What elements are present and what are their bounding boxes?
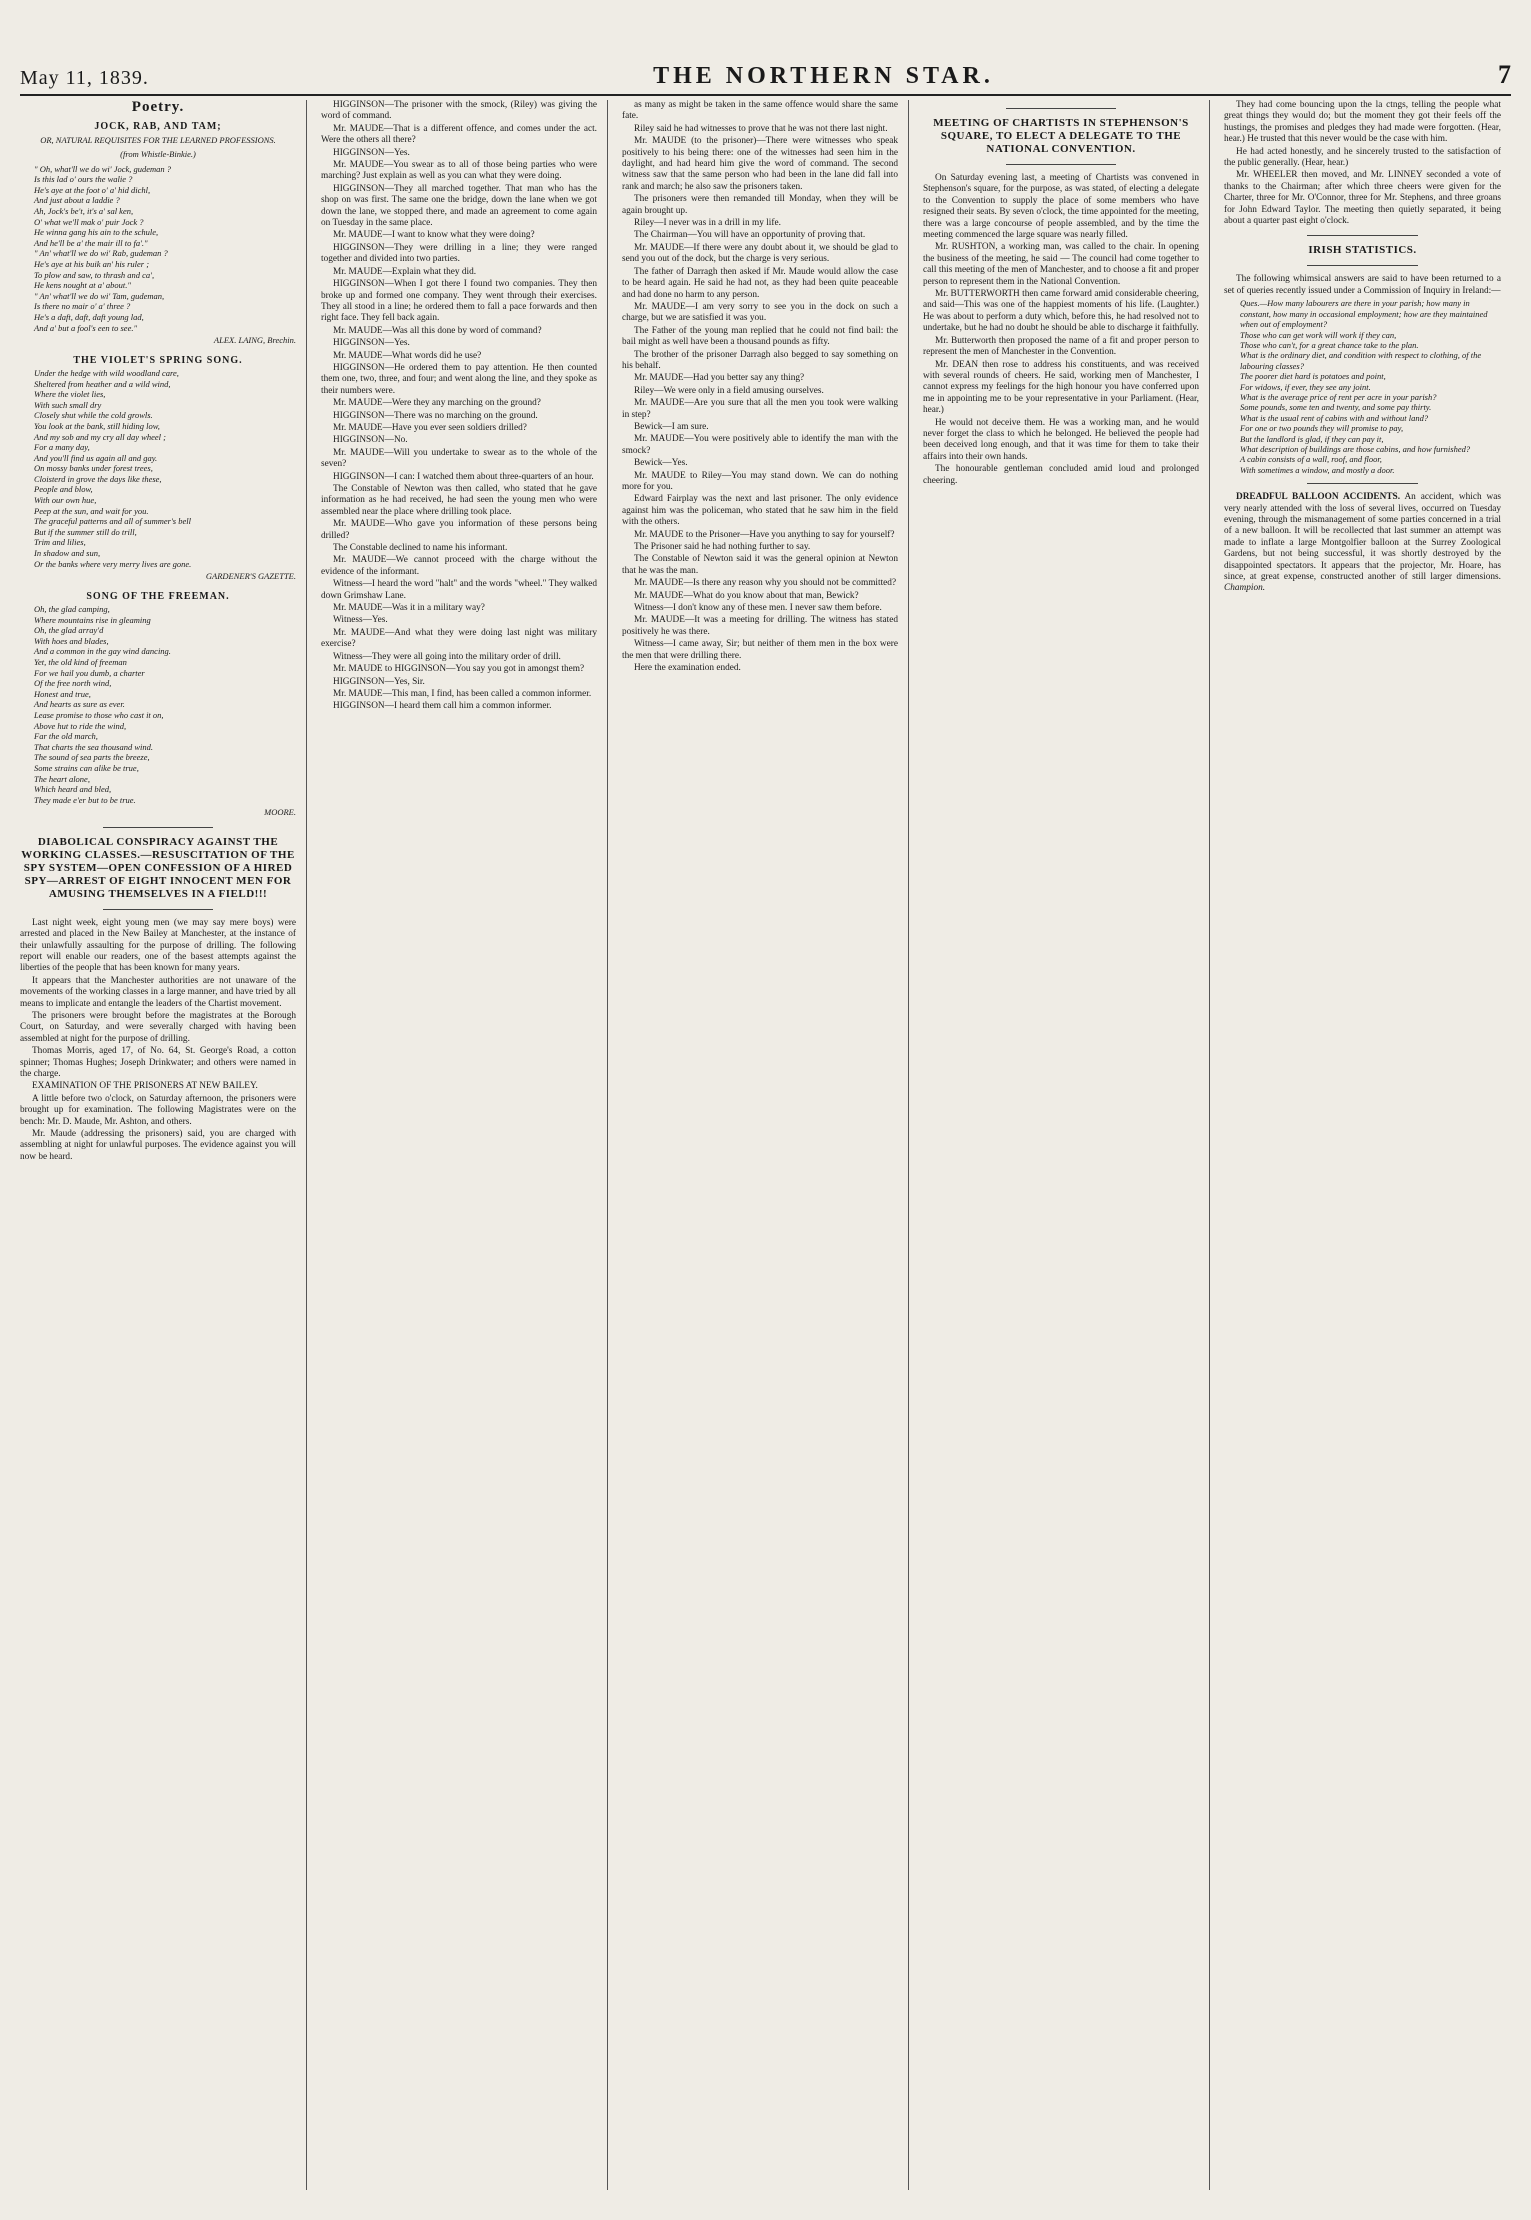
divider <box>103 827 213 828</box>
poem-line: Trim and lilies, <box>34 537 86 548</box>
article-paragraph: Mr. MAUDE—Are you sure that all the men you took were walking in step? <box>622 398 898 420</box>
poem-line: O' what we'll mak o' puir Jock ? <box>34 216 144 227</box>
article-paragraph: Mr. MAUDE—Is there any reason why you should not be committed? <box>634 578 897 589</box>
article-lead: DREADFUL BALLOON ACCIDENTS. <box>1236 492 1401 503</box>
poem-line: Of the free north wind, <box>34 678 112 689</box>
article-paragraph: The prisoners were then remanded till Monday, when they will be again brought up. <box>622 194 898 216</box>
divider <box>1307 265 1418 266</box>
article-paragraph: Mr. DEAN then rose to address his constituents, and was received with several rounds of cheers. He said, working men of Manchester, I cannot express my feelings for the high honour you have conferred upon me in appointing me to be your representative in your Parliament. (Hear, hear.) <box>923 359 1199 416</box>
poem-lines <box>20 164 296 334</box>
poem-line: And hearts as sure as ever. <box>34 699 125 710</box>
statistics-item: The poorer diet hard is potatoes and point, <box>1240 371 1386 382</box>
article-paragraph: He would not deceive them. He was a working man, and he would never forget the class to which he belonged. He believed the people had been deceived long enough, and that it was time for them to take their affairs into their own hands. <box>923 417 1199 462</box>
column-2 <box>321 100 608 2190</box>
article-heading: DIABOLICAL CONSPIRACY AGAINST THE WORKING CLASSES.—RESUSCITATION OF THE SPY SYSTEM—OPEN CONFESSION OF A HIRED SPY—ARREST OF EIGHT INNOCENT MEN FOR AMUSING THEMSELVES IN A FIELD!!! <box>21 835 295 900</box>
article-paragraph: Mr. MAUDE—We cannot proceed with the charge without the evidence of the informant. <box>321 555 597 577</box>
article-paragraph: Mr. MAUDE—That is a different offence, and comes under the act. Were the others all there? <box>321 123 597 146</box>
poem-line: With our own hue, <box>34 495 97 506</box>
poem-line: He kens nought at a' about." <box>34 280 131 291</box>
poem-line: And a' but a fool's een to see." <box>34 322 138 333</box>
poem-line: Which heard and bled, <box>34 784 112 795</box>
article-paragraph: HIGGINSON—They all marched together. That man who has the shop on was first. The same one the bridge, down the lane when we got down the lane, we stopped there, and made an agreement to come again on Tuesday in the same place. <box>321 183 597 229</box>
article-body <box>20 918 296 1164</box>
poem-line: Oh, the glad camping, <box>34 604 110 615</box>
statistics-item: What is the usual rent of cabins with and without land? <box>1240 412 1429 423</box>
column-4 <box>923 100 1210 2190</box>
article-heading: MEETING OF CHARTISTS IN STEPHENSON'S SQUARE, TO ELECT A DELEGATE TO THE NATIONAL CONVENTION. <box>933 117 1189 155</box>
poem-line: Honest and true, <box>34 688 91 699</box>
poem-line: Above hut to ride the wind, <box>34 720 127 731</box>
poem-credit: MOORE. <box>264 807 296 818</box>
article-paragraph: Mr. BUTTERWORTH then came forward amid considerable cheering, and said—This was one of the happiest moments of his life. (Laughter.) He was about to perform a duty which, before this, he had resolved not to undertake, but he had no doubt he should be able to discharge it faithfully. <box>923 289 1199 334</box>
statistics-item: What description of buildings are those cabins, and how furnished? <box>1240 443 1471 454</box>
article-paragraph: The Constable of Newton said it was the general opinion at Newton that he was the man. <box>622 554 898 576</box>
article-paragraph: He had acted honestly, and he sincerely trusted to the satisfaction of the public generally. (Hear, hear.) <box>1224 146 1501 169</box>
article-paragraph: The Prisoner said he had nothing further to say. <box>634 542 811 553</box>
article-paragraph: The following whimsical answers are said to have been returned to a set of queries recently issued under a Commission of Inquiry in Ireland:— <box>1224 274 1501 296</box>
poem-line: Yet, the old kind of freeman <box>34 657 127 667</box>
poem-line: He's a daft, daft, daft young lad, <box>34 311 144 322</box>
divider <box>103 909 213 910</box>
poem-line: For we hail you dumb, a charter <box>34 667 145 678</box>
poem-line: People and blow, <box>34 484 93 495</box>
column-5 <box>1224 100 1511 2190</box>
poem-line: Or the banks where very merry lives are gone. <box>34 558 192 569</box>
poem-line: Peep at the sun, and wait for you. <box>34 505 149 516</box>
article-paragraph: The Constable declined to name his informant. <box>333 543 508 554</box>
poem-line: Far the old march, <box>34 731 98 742</box>
statistics-item: What is the ordinary diet, and condition with respect to clothing, of the labouring classes? <box>1240 350 1482 371</box>
poem-line: Lease promise to those who cast it on, <box>34 709 164 720</box>
article-paragraph: The prisoners were brought before the magistrates at the Borough Court, on Saturday, and were severally charged with having been assembled at night for the purpose of drilling. <box>20 1010 296 1044</box>
article-paragraph: Mr. Maude (addressing the prisoners) said, you are charged with assembling at night for unlawful purposes. The evidence against you will now be heard. <box>20 1129 296 1162</box>
newspaper-title: THE NORTHERN STAR. <box>653 63 994 89</box>
poem-line: With such small dry <box>34 399 102 410</box>
article-paragraph: A little before two o'clock, on Saturday afternoon, the prisoners were brought up for examination. The following Magistrates were on the bench: Mr. D. Maude, Mr. Ashton, and others. <box>20 1093 296 1127</box>
statistics-item: But the landlord is glad, if they can pay it, <box>1240 433 1384 444</box>
poem-line: You look at the bank, still hiding low, <box>34 420 160 431</box>
poem-line: But if the summer still do trill, <box>34 526 137 537</box>
article-paragraph: Mr. MAUDE—And what they were doing last night was military exercise? <box>321 627 597 650</box>
article-paragraph: HIGGINSON—The prisoner with the smock, (Riley) was giving the word of command. <box>321 100 597 122</box>
divider <box>1307 483 1418 484</box>
poem-line: Some strains can alike be true, <box>34 762 139 773</box>
article-paragraph: EXAMINATION OF THE PRISONERS AT NEW BAILEY. <box>32 1081 258 1092</box>
article-paragraph: Mr. MAUDE to Riley—You may stand down. We can do nothing more for you. <box>622 470 898 492</box>
poem-line: " Oh, what'll we do wi' Jock, gudeman ? <box>34 163 172 174</box>
column-3 <box>622 100 909 2190</box>
poem-lines <box>20 604 296 805</box>
poem-lines <box>20 368 296 569</box>
article-paragraph: Mr. MAUDE—Explain what they did. <box>333 266 477 277</box>
poem-credit: GARDENER'S GAZETTE. <box>205 571 296 582</box>
article-paragraph: They had come bouncing upon the la ctngs, telling the people what great things they would do; but the moment they got their feels off the hustings, the promises and pledges they had made were forgotten. (Hear, hear.) He trusted that this never would be the case with him. <box>1224 100 1501 145</box>
poem-line: And you'll find us again all and gay. <box>34 452 158 463</box>
article-paragraph: HIGGINSON—They were drilling in a line; they were ranged together and divided into two parties. <box>321 242 597 265</box>
divider <box>1006 164 1116 165</box>
article-paragraph: HIGGINSON—There was no marching on the ground. <box>333 410 538 421</box>
statistics-item: Some pounds, some ten and twenty, and some pay thirty. <box>1240 402 1432 413</box>
statistics-item: A cabin consists of a wall, roof, and floor, <box>1240 454 1382 465</box>
poem-line: He's aye at his buik an' his ruler ; <box>34 258 150 269</box>
article-paragraph: Witness—I heard the word "halt" and the words "wheel." They walked down Grimshaw Lane. <box>321 579 597 601</box>
article-paragraph: The honourable gentleman concluded amid loud and prolonged cheering. <box>923 464 1199 486</box>
article-paragraph: Riley—I never was in a drill in my life. <box>634 218 781 229</box>
article-paragraph: Mr. RUSHTON, a working man, was called to the chair. In opening the business of the meeting, he said — The council had come together to call this meeting of the men of Manchester, and to choose a fit and proper person to represent them in the National Convention. <box>923 242 1199 287</box>
article-paragraph: Bewick—I am sure. <box>634 421 709 432</box>
poem-credit: ALEX. LAING, Brechin. <box>213 335 296 346</box>
article-paragraph: HIGGINSON—Yes, Sir. <box>333 676 425 687</box>
article-paragraph: Witness—Yes. <box>333 615 388 626</box>
article-paragraph: Mr. MAUDE to the Prisoner—Have you anything to say for yourself? <box>634 529 895 540</box>
article-paragraph: Witness—They were all going into the military order of drill. <box>333 651 561 662</box>
poem-line: Where mountains rise in gleaming <box>34 614 151 625</box>
article-paragraph: The brother of the prisoner Darragh also begged to say something on his behalf. <box>622 349 898 371</box>
divider <box>1307 235 1418 236</box>
article-paragraph: The father of Darragh then asked if Mr. Maude would allow the case to be heard again. He said he had not, as they had been quite peaceable and had done no harm to any person. <box>622 266 898 300</box>
poem-line: In shadow and sun, <box>34 548 101 559</box>
article-paragraph: HIGGINSON—No. <box>333 435 408 446</box>
article-paragraph: Here the examination ended. <box>634 663 741 674</box>
article-paragraph: Mr. MAUDE—Who gave you information of these persons being drilled? <box>321 519 597 541</box>
statistics-item: For widows, if ever, they see any joint. <box>1240 381 1371 392</box>
article-paragraph: Mr. MAUDE—If there were any doubt about it, we should be glad to send you out of the dock, but the charge is very serious. <box>622 242 898 265</box>
poem-line: The sound of sea parts the breeze, <box>34 752 150 763</box>
poem-line: They made e'er but to be true. <box>34 794 136 805</box>
article-paragraph: Mr. MAUDE—It was a meeting for drilling. The witness has stated positively he was there. <box>622 615 898 637</box>
poem-line: And a common in the gay wind dancing. <box>34 646 171 657</box>
article-paragraph: Mr. WHEELER then moved, and Mr. LINNEY seconded a vote of thanks to the Chairman; after which three cheers were given for the Charter, three for Mr. O'Connor, three for Mr. Stephens, and three groans for John Edward Taylor. The meeting then quietly separated, it being about a quarter past eight o'clock. <box>1224 170 1501 227</box>
article-body <box>923 173 1199 487</box>
poem-title: JOCK, RAB, AND TAM; <box>94 121 222 133</box>
poem-line: That charts the sea thousand wind. <box>34 741 154 752</box>
article-paragraph: The Chairman—You will have an opportunity of proving that. <box>634 230 866 241</box>
columns <box>20 100 1511 2190</box>
article-paragraph <box>1224 492 1501 595</box>
article-paragraph: The Father of the young man replied that he could not find bail: the bail might as well have been a thousand pounds as fifty. <box>622 325 898 348</box>
article-paragraph: Mr. MAUDE—Have you ever seen soldiers drilled? <box>333 422 527 433</box>
article-paragraph: Mr. MAUDE (to the prisoner)—There were witnesses who speak positively to his being there: one of the witnesses had seen him in the daylight, and had heard him give the word of command. The second witness saw that the same person who had been in the lane did fall into rank and march; he also saw the prisoners taken. <box>622 136 898 192</box>
poem-line: Ah, Jock's be't, it's a' sal ken, <box>34 206 134 216</box>
poem-title: THE VIOLET'S SPRING SONG. <box>73 354 243 366</box>
article-body <box>1224 100 1501 227</box>
article-heading: IRISH STATISTICS. <box>1308 244 1417 257</box>
article-paragraph: On Saturday evening last, a meeting of Chartists was convened in Stephenson's square, for the purpose, as was stated, of electing a delegate to the Convention to supply the place of some members who have resigned their seats. By seven o'clock, the time appointed for the meeting, there was a large concourse of people assembled, and by the time the meeting commenced the large square was nearly filled. <box>923 173 1199 241</box>
poem-line: On mossy banks under forest trees, <box>34 463 153 474</box>
poem-line: Is there no mair o' a' three ? <box>34 301 131 312</box>
poem-subtitle: OR, NATURAL REQUISITES FOR THE LEARNED PROFESSIONS. <box>40 134 276 145</box>
poem-line: " An' what'll we do wi' Rab, gudeman ? <box>34 248 168 259</box>
poem-source: (from Whistle-Binkie.) <box>120 149 196 160</box>
article-paragraph: Thomas Morris, aged 17, of No. 64, St. George's Road, a cotton spinner; Thomas Hughes; Joseph Drinkwater; and others were named in the charge. <box>20 1046 296 1079</box>
poem-line: To plow and saw, to thrash and ca', <box>34 269 155 280</box>
poem-line: He's aye at the foot o' a' hid dichl, <box>34 184 151 195</box>
article-paragraph: HIGGINSON—He ordered them to pay attention. He then counted them one, two, three, and four; and went along the line, and they spoke as their numbers were. <box>321 362 597 396</box>
article-body <box>622 100 898 675</box>
poem-line: For a many day, <box>34 442 90 453</box>
article-text: An accident, which was very nearly attended with the loss of several lives, occurred on Tuesday evening, through the mismanagement of some parties concerned in a trial of a new balloon. It will be recollected that last summer an attempt was made to inflate a large Montgolfier balloon at the Surrey Zoological Gardens, but not being successful, it was shortly destroyed by the disappointed spectators. It appears that the projector, Mr. Hoare, has since, at great expense, constructed another of still larger dimensions. <box>1224 492 1502 583</box>
article-paragraph: Witness—I don't know any of these men. I never saw them before. <box>634 603 882 614</box>
article-paragraph: Mr. MAUDE—Had you better say any thing? <box>634 373 805 384</box>
poem-line: Oh, the glad array'd <box>34 625 104 636</box>
article-paragraph: Mr. MAUDE—I am very sorry to see you in the dock on such a charge, but we are satisfied it was you. <box>622 301 898 324</box>
statistics-item: Those who can get work will work if they can, <box>1240 329 1397 340</box>
statistics-item: With sometimes a window, and mostly a door. <box>1240 464 1395 475</box>
article-paragraph: Mr. MAUDE to HIGGINSON—You say you got in amongst them? <box>333 664 585 675</box>
poem-line: Sheltered from heather and a wild wind, <box>34 378 171 389</box>
poem-line: And my sob and my cry all day wheel ; <box>34 431 166 442</box>
poem-line: " An' what'll we do wi' Tam, gudeman, <box>34 290 165 301</box>
article-paragraph: HIGGINSON—I can: I watched them about three-quarters of an hour. <box>333 471 594 482</box>
statistics-item: Those who can't, for a great chance take to the plan. <box>1240 339 1419 350</box>
poem-line: And just about a laddie ? <box>34 195 120 206</box>
article-paragraph: Bewick—Yes. <box>634 458 688 469</box>
article-paragraph: Riley said he had witnesses to prove that he was not there last night. <box>634 123 888 134</box>
poem-line: The graceful patterns and all of summer's bell <box>34 516 191 527</box>
article-paragraph: HIGGINSON—Yes. <box>333 147 410 158</box>
poem-title: SONG OF THE FREEMAN. <box>86 590 230 602</box>
article-paragraph: The Constable of Newton was then called, who stated that he gave information as he had received, he had seen the young men who were assembled near the place where drilling took place. <box>321 484 597 517</box>
poem-line: Is this lad o' ours the walie ? <box>34 174 133 185</box>
article-paragraph: Mr. MAUDE—Was all this done by word of command? <box>333 325 542 336</box>
statistics-item: What is the average price of rent per acre in your parish? <box>1240 391 1437 402</box>
issue-date: May 11, 1839. <box>20 67 149 89</box>
article-paragraph: Mr. MAUDE—Was it in a military way? <box>333 603 485 614</box>
article-paragraph: Edward Fairplay was the next and last prisoner. The only evidence against him was the policeman, who stated that he saw him in the field with the others. <box>622 494 898 528</box>
poem-line: Where the violet lies, <box>34 389 106 400</box>
statistics-item: Ques.—How many labourers are there in your parish; how many in constant, how many in occasional employment; how are they maintained when out of employment? <box>1240 298 1488 330</box>
masthead <box>20 60 1511 96</box>
article-paragraph: Mr. MAUDE—What do you know about that man, Bewick? <box>634 590 859 601</box>
article-paragraph: Witness—I came away, Sir; but neither of them men in the box were the men that were drilling there. <box>622 639 898 661</box>
page-number: 7 <box>1498 60 1511 89</box>
statistics-item: For one or two pounds they will promise to pay, <box>1240 423 1404 434</box>
article-paragraph: Mr. MAUDE—You swear as to all of those being parties who were marching? Just explain as well as you can what they were doing. <box>321 160 597 182</box>
column-1 <box>20 100 307 2190</box>
article-credit: Champion. <box>1224 583 1266 594</box>
article-paragraph: Last night week, eight young men (we may say mere boys) were arrested and placed in the New Bailey at Manchester, at the instance of their unlawfully assaulting for the purpose of drilling. The following report will enable our readers, one of the basest attempts against the liberties of the people that has been known for many years. <box>20 917 296 974</box>
article-paragraph: Mr. MAUDE—Will you undertake to swear as to the whole of the seven? <box>321 447 597 470</box>
article-paragraph: Mr. MAUDE—What words did he use? <box>333 350 482 361</box>
article-paragraph: HIGGINSON—When I got there I found two companies. They then broke up and formed one company. They went through their exercises. They all stood in a line; he ordered them to fall a pace forwards and then right face. They fell back again. <box>321 279 597 324</box>
poem-line: Under the hedge with wild woodland care, <box>34 367 179 378</box>
article-paragraph: HIGGINSON—Yes. <box>333 338 410 349</box>
divider <box>1006 108 1116 109</box>
poetry-heading: Poetry. <box>131 100 185 115</box>
article-paragraph: Mr. Butterworth then proposed the name of a fit and proper person to represent the men of Manchester in the Convention. <box>923 335 1199 358</box>
statistics-list <box>1224 298 1501 475</box>
article-paragraph: HIGGINSON—I heard them call him a common informer. <box>333 701 552 712</box>
poem-line: The heart alone, <box>34 773 90 784</box>
article-paragraph: It appears that the Manchester authorities are not unaware of the movements of the working classes in a large manner, and have tried by all means to implicate and entangle the leaders of the Chartist movement. <box>20 975 296 1009</box>
poem-line: Closely shut while the cold growls. <box>34 410 153 421</box>
poem-line: With hoes and blades, <box>34 635 109 646</box>
article-paragraph: Mr. MAUDE—This man, I find, has been called a common informer. <box>333 688 592 699</box>
article-paragraph: as many as might be taken in the same offence would share the same fate. <box>622 100 898 122</box>
article-paragraph: Mr. MAUDE—You were positively able to identify the man with the smock? <box>622 434 898 456</box>
poem-line: He winna gang his ain to the schule, <box>34 227 159 238</box>
poem-line: And he'll be a' the mair ill to fa'." <box>34 237 148 248</box>
article-paragraph: Riley—We were only in a field amusing ourselves. <box>634 385 824 396</box>
article-paragraph: Mr. MAUDE—Were they any marching on the ground? <box>333 398 541 409</box>
article-body <box>321 100 597 713</box>
article-paragraph: Mr. MAUDE—I want to know what they were doing? <box>333 230 535 241</box>
poem-line: Cloisterd in grove the days like these, <box>34 473 162 484</box>
